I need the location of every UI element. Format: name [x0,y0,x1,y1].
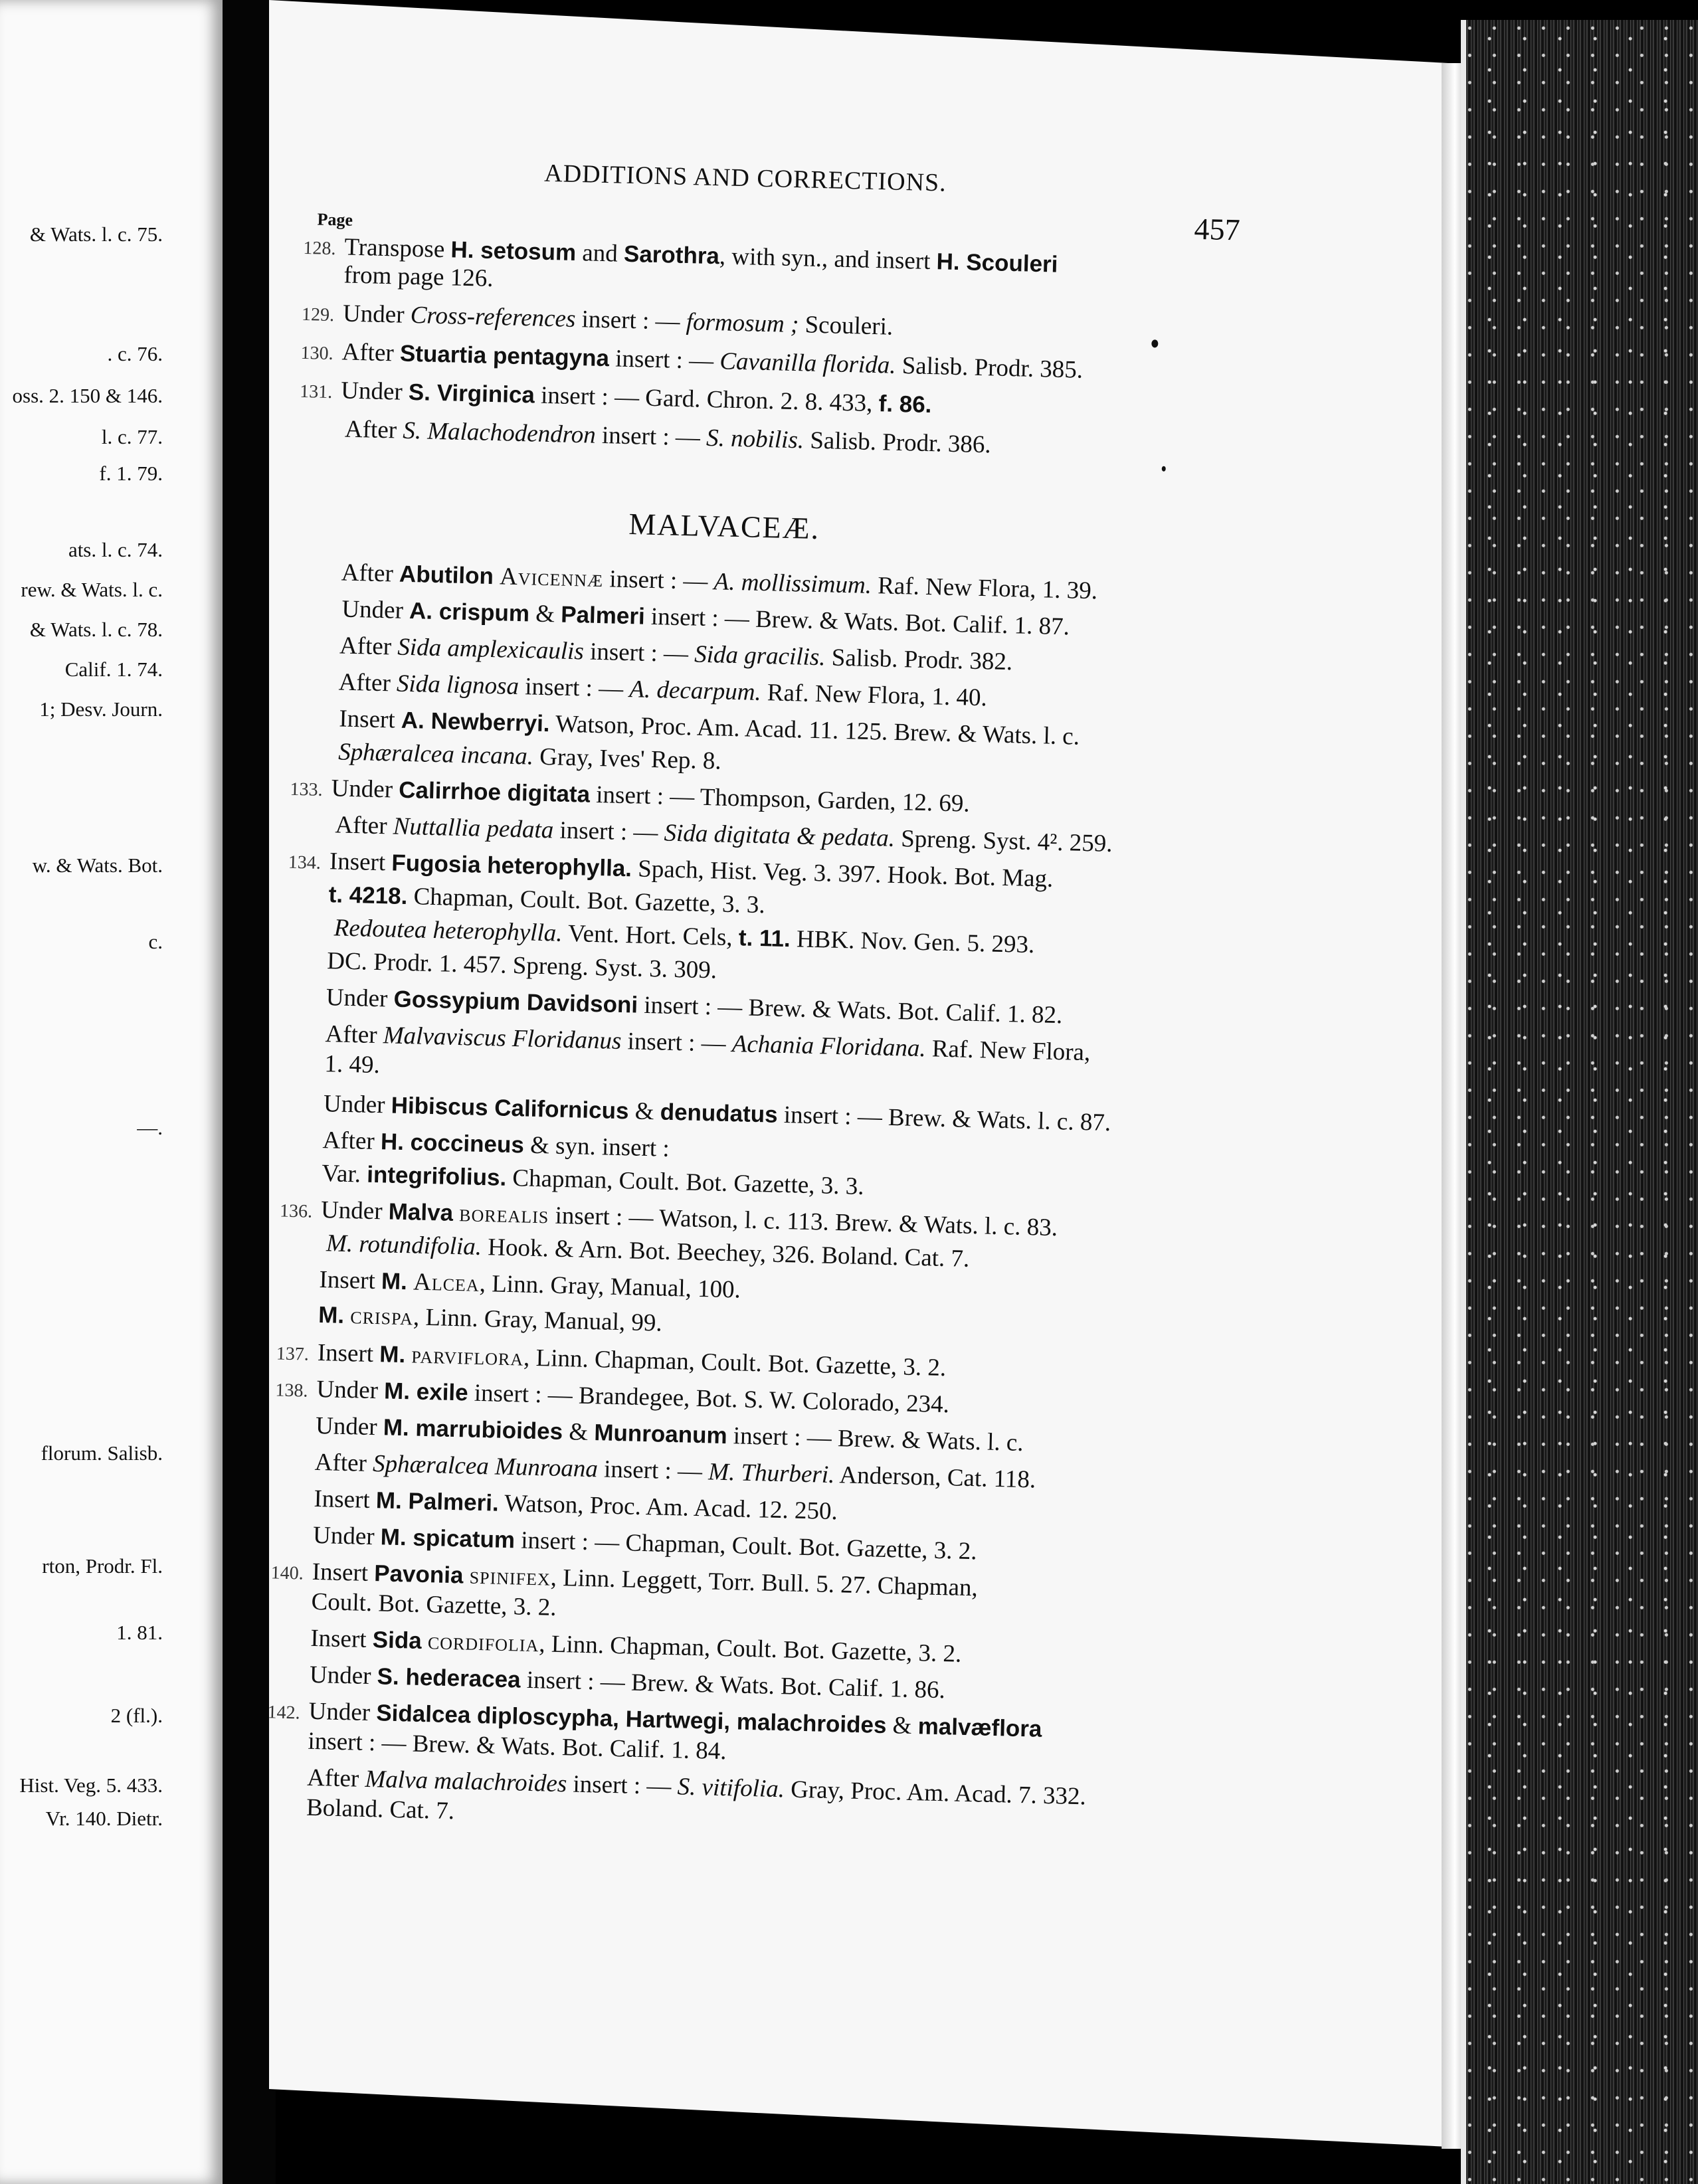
book-fore-edge [1465,20,1698,2184]
entry-line: After Sida lignosa insert : — A. decarpum. Raf. New Flora, 1. 40. [333,668,988,712]
left-page [0,0,223,2184]
left-line: f. 1. 79. [99,462,163,485]
left-line: 2 (fl.). [110,1704,163,1727]
entry-line: M. rotundifolia. Hook. & Arn. Bot. Beechey, 326. Boland. Cat. 7. [326,1229,970,1273]
entry-line: 138. Under M. exile insert : — Brandegee, Bot. S. W. Colorado, 234. [275,1375,950,1419]
entry-line: 133. Under Calirrhoe digitata insert : — Thompson, Garden, 12. 69. [290,774,971,818]
entry-line: Boland. Cat. 7. [306,1793,455,1825]
left-line: ats. l. c. 74. [68,538,163,561]
entry-line: Under M. marrubioides & Munroanum insert : — Brew. & Wats. l. c. [315,1411,1024,1457]
entry-line: from page 126. [343,261,494,292]
entry-line: After Nuttallia pedata insert : — Sida digitata & pedata. Spreng. Syst. 4². 259. [330,811,1113,858]
entry-line: After Malva malachroides insert : — S. vitifolia. Gray, Proc. Am. Acad. 7. 332. [306,1764,1087,1811]
left-line: —. [137,1116,163,1139]
entry-line: Under Hibiscus Californicus & denudatus insert : — Brew. & Wats. l. c. 87. [323,1090,1111,1137]
left-line: Hist. Veg. 5. 433. [19,1774,163,1797]
entry-line: After Sida amplexicaulis insert : — Sida gracilis. Salisb. Prodr. 382. [334,632,1013,676]
entry-line: Insert A. Newberryi. Watson, Proc. Am. Acad. 11. 125. Brew. & Wats. l. c. [332,705,1080,751]
entry-line: t. 4218. Chapman, Coult. Bot. Gazette, 3. 3. [328,881,766,919]
left-line: oss. 2. 150 & 146. [12,384,163,407]
entry-line: DC. Prodr. 1. 457. Spreng. Syst. 3. 309. [326,947,717,984]
book-gutter [223,0,276,2184]
section-heading: MALVACEÆ. [628,507,820,546]
left-line: & Wats. l. c. 78. [29,618,163,641]
entry-line: 131. Under S. Virginica insert : — Gard. Chron. 2. 8. 433, f. 86. [299,377,932,418]
page-number: 457 [1193,211,1241,247]
left-line: . c. 76. [107,342,163,365]
entry-line: After Sphæralcea Munroana insert : — M. Thurberi. Anderson, Cat. 118. [314,1448,1036,1494]
entry-line: 137. Insert M. parviflora, Linn. Chapman, Coult. Bot. Gazette, 3. 2. [276,1338,947,1382]
entry-line: M. crispa, Linn. Gray, Manual, 99. [318,1301,663,1337]
left-line: Calif. 1. 74. [64,658,163,681]
entry-line: After S. Malachodendron insert : — S. nobilis. Salisb. Prodr. 386. [339,415,992,459]
entry-line: Coult. Bot. Gazette, 3. 2. [311,1588,557,1621]
entry-line: 140. Insert Pavonia spinifex, Linn. Leggett, Torr. Bull. 5. 27. Chapman, [270,1558,979,1602]
entry-line: 128. Transpose H. setosum and Sarothra, with syn., and insert H. Scouleri [303,233,1058,278]
entry-line: 136. Under Malva borealis insert : — Watson, l. c. 113. Brew. & Wats. l. c. 83. [279,1196,1058,1242]
left-line: w. & Wats. Bot. [32,854,163,877]
left-line: & Wats. l. c. 75. [29,223,163,246]
entry-line: Under M. spicatum insert : — Chapman, Coult. Bot. Gazette, 3. 2. [312,1521,978,1566]
entry-line: 129. Under Cross-references insert : — formosum ; Scouleri. [301,300,894,341]
entry-line: After Abutilon Avicennæ insert : — A. mollissimum. Raf. New Flora, 1. 39. [336,559,1098,605]
left-line: florum. Salisb. [41,1441,163,1465]
entry-line: 130. After Stuartia pentagyna insert : — Cavanilla florida. Salisb. Prodr. 385. [300,338,1084,384]
entry-line: Insert M. Alcea, Linn. Gray, Manual, 100. [319,1266,741,1304]
entry-line: Sphæralcea incana. Gray, Ives' Rep. 8. [337,738,722,775]
entry-line: 134. Insert Fugosia heterophylla. Spach, Hist. Veg. 3. 397. Hook. Bot. Mag. [288,848,1054,893]
entry-line: 1. 49. [324,1050,381,1079]
left-line: 1; Desv. Journ. [39,697,163,721]
left-line: l. c. 77. [101,425,163,448]
left-line: rton, Prodr. Fl. [42,1554,163,1578]
left-line: Vr. 140. Dietr. [45,1807,163,1830]
entry-line: Var. integrifolius. Chapman, Coult. Bot. Gazette, 3. 3. [321,1160,865,1200]
left-line: c. [148,930,163,953]
entry-line: After H. coccineus & syn. insert : [322,1127,670,1162]
entry-line: Insert Sida cordifolia, Linn. Chapman, Coult. Bot. Gazette, 3. 2. [310,1624,962,1668]
entry-line: Under Gossypium Davidsoni insert : — Brew. & Wats. Bot. Calif. 1. 82. [326,984,1063,1030]
page-label: Page [317,209,353,230]
entry-line: Redoutea heterophylla. Vent. Hort. Cels, t. 11. HBK. Nov. Gen. 5. 293. [333,914,1035,959]
entry-line: insert : — Brew. & Wats. Bot. Calif. 1. 84. [308,1727,727,1766]
left-line: 1. 81. [116,1621,163,1644]
entry-line: 142. Under Sidalcea diploscypha, Hartwegi, malachroides & malvæflora [267,1697,1042,1742]
entry-line: After Malvaviscus Floridanus insert : — Achania Floridana. Raf. New Flora, [325,1020,1091,1067]
entry-line: Under A. crispum & Palmeri insert : — Brew. & Wats. Bot. Calif. 1. 87. [335,595,1070,641]
entry-line: Under S. hederacea insert : — Brew. & Wats. Bot. Calif. 1. 86. [309,1661,946,1704]
running-head: ADDITIONS AND CORRECTIONS. [543,159,947,197]
left-line: rew. & Wats. l. c. [21,578,163,601]
entry-line: Insert M. Palmeri. Watson, Proc. Am. Acad. 12. 250. [313,1485,838,1526]
